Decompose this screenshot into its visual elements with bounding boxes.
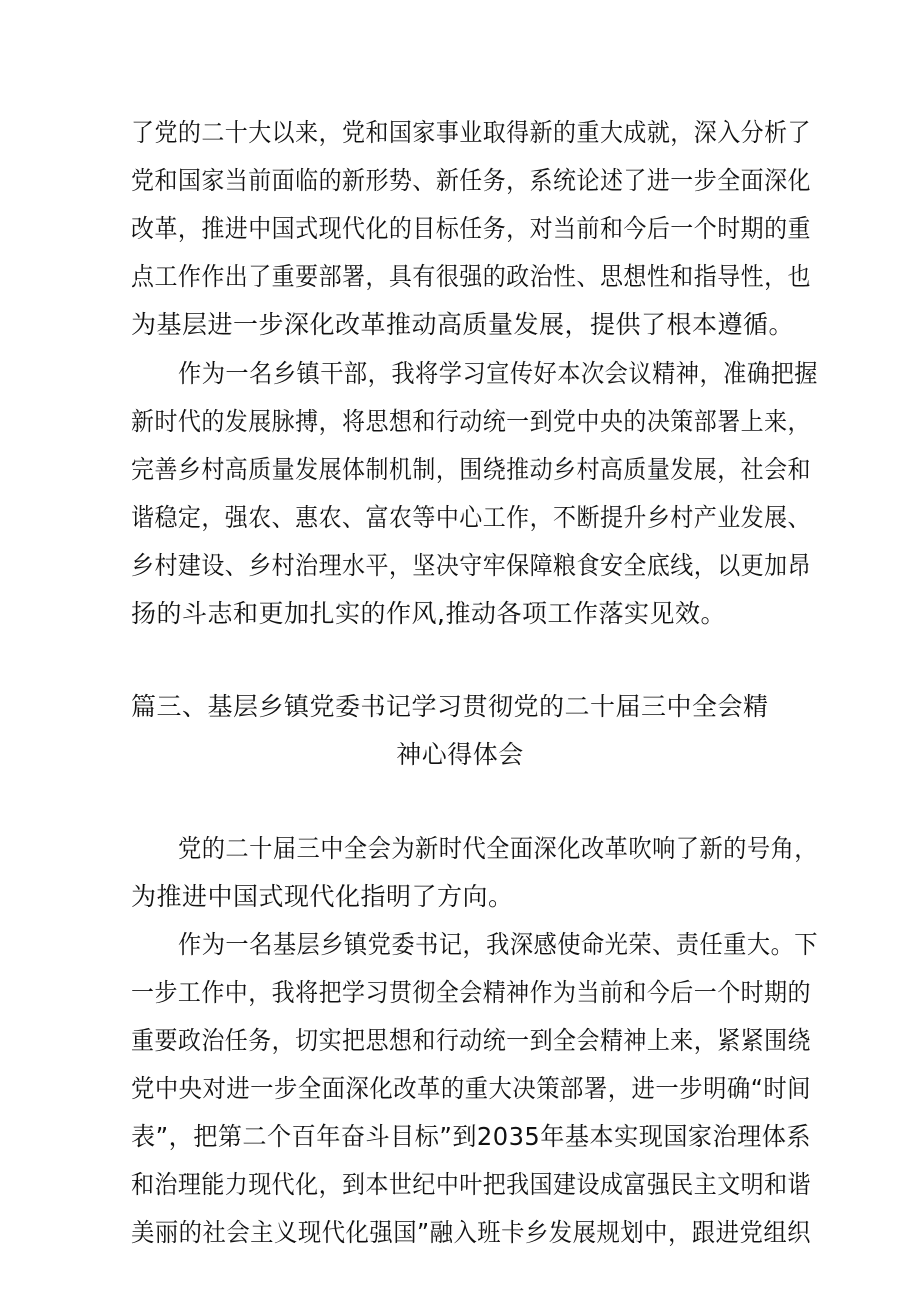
text-line: 乡村建设、乡村治理水平，坚决守牢保障粮食安全底线，以更加昂	[131, 551, 811, 580]
heading-line: 神心得体会	[396, 740, 524, 769]
text-line: 完善乡村高质量发展体制机制，围绕推动乡村高质量发展，社会和	[131, 455, 811, 484]
text-line: 重要政治任务，切实把思想和行动统一到全会精神上来，紧紧围绕	[131, 1026, 811, 1055]
text-line: 点工作作出了重要部署，具有很强的政治性、思想性和指导性，也	[131, 262, 811, 291]
heading-line: 篇三、基层乡镇党委书记学习贯彻党的二十届三中全会精	[131, 692, 769, 721]
text-line: 扬的斗志和更加扎实的作风,推动各项工作落实见效。	[131, 599, 726, 628]
text-line: 了党的二十大以来，党和国家事业取得新的重大成就，深入分析了	[131, 118, 811, 147]
text-line: 为推进中国式现代化指明了方向。	[131, 882, 514, 911]
text-line: 和治理能力现代化，到本世纪中叶把我国建设成富强民主文明和谐	[131, 1170, 811, 1199]
text-line: 作为一名基层乡镇党委书记，我深感使命光荣、责任重大。下	[178, 930, 818, 959]
text-line: 党和国家当前面临的新形势、新任务，系统论述了进一步全面深化	[131, 166, 811, 195]
text-line: 作为一名乡镇干部，我将学习宣传好本次会议精神，准确把握	[178, 359, 818, 388]
text-line: 党中央对进一步全面深化改革的重大决策部署，进一步明确“时间	[131, 1074, 811, 1103]
text-line: 党的二十届三中全会为新时代全面深化改革吹响了新的号角，	[178, 834, 818, 863]
text-line: 一步工作中，我将把学习贯彻全会精神作为当前和今后一个时期的	[131, 978, 811, 1007]
text-line: 谐稳定，强农、惠农、富农等中心工作，不断提升乡村产业发展、	[131, 503, 811, 532]
text-line: 为基层进一步深化改革推动高质量发展，提供了根本遵循。	[131, 310, 795, 339]
text-line: 美丽的社会主义现代化强国”融入班卡乡发展规划中，跟进党组织	[131, 1218, 811, 1247]
text-line: 新时代的发展脉搏，将思想和行动统一到党中央的决策部署上来，	[131, 407, 811, 436]
text-line: 表”，把第二个百年奋斗目标”到2035年基本实现国家治理体系	[131, 1122, 811, 1151]
text-line: 改革，推进中国式现代化的目标任务，对当前和今后一个时期的重	[131, 214, 811, 243]
